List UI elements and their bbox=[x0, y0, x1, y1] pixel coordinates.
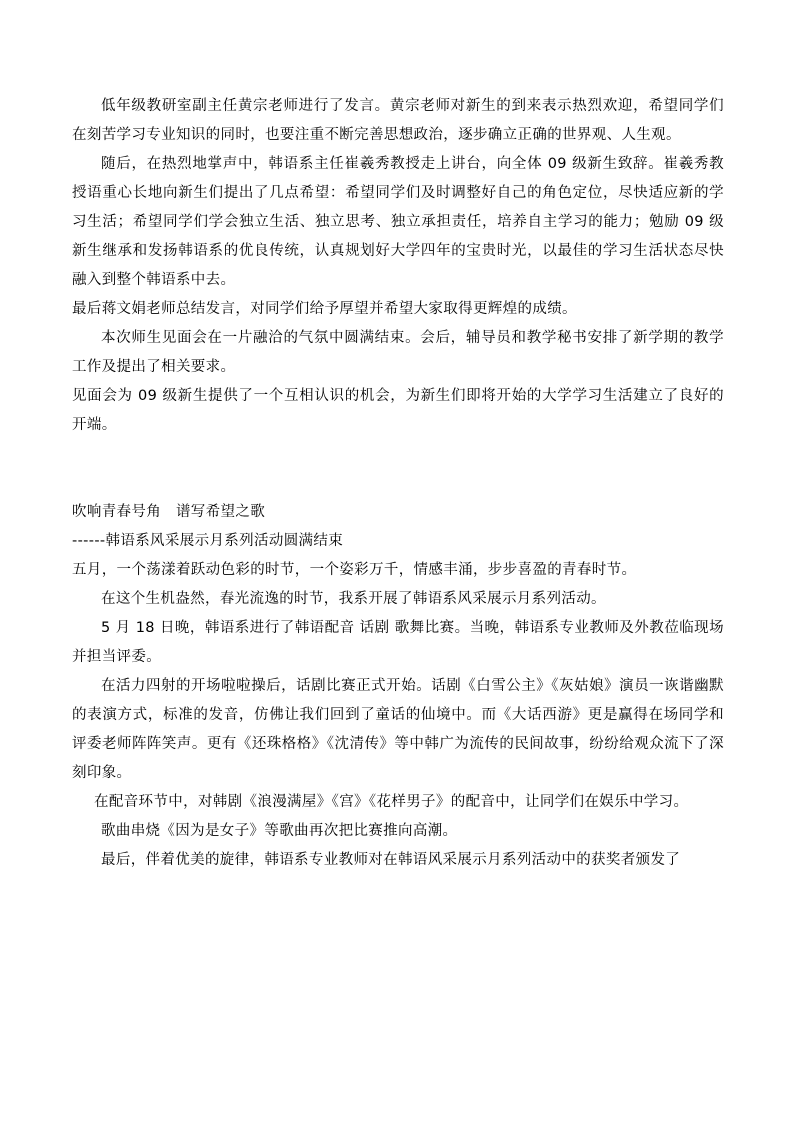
paragraph-drama-contest: 在活力四射的开场啦啦操后，话剧比赛正式开始。话剧《白雪公主》《灰姑娘》演员一诙谐幽默的表演方式，标准的发音，仿佛让我们回到了童话的仙境中。而《大话西游》更是赢得在场同学和评委老师阵阵笑声。更有《还珠格格》《沈清传》等中韩广为流传的民间故事，纷纷给观众流下了深刻印象。 bbox=[72, 678, 724, 781]
section-spacer bbox=[72, 440, 724, 498]
paragraph-activity-start: 在这个生机盎然，春光流逸的时节，我系开展了韩语系风采展示月系列活动。 bbox=[101, 591, 606, 607]
paragraph-song-medley: 歌曲串烧《因为是女子》等歌曲再次把比赛推向高潮。 bbox=[101, 823, 458, 839]
paragraph-closing-jiang: 最后蒋文娟老师总结发言，对同学们给予厚望并希望大家取得更辉煌的成绩。 bbox=[72, 301, 577, 317]
paragraph-dubbing: 在配音环节中，对韩剧《浪漫满屋》《宫》《花样男子》的配音中，让同学们在娱乐中学习。 bbox=[94, 794, 689, 810]
article-subtitle: ------韩语系风采展示月系列活动圆满结束 bbox=[72, 533, 344, 549]
document-body bbox=[72, 92, 724, 875]
paragraph-awards: 最后，伴着优美的旋律，韩语系专业教师对在韩语风采展示月系列活动中的获奖者颁发了 bbox=[101, 852, 681, 868]
paragraph-speech-huang: 低年级教研室副主任黄宗老师进行了发言。黄宗老师对新生的到来表示热烈欢迎，希望同学们在刻苦学习专业知识的同时，也要注重不断完善思想政治，逐步确立正确的世界观、人生观。 bbox=[72, 98, 724, 143]
paragraph-meeting-summary: 见面会为 09 级新生提供了一个互相认识的机会，为新生们即将开始的大学学习生活建立了良好的开端。 bbox=[72, 388, 724, 433]
article-title: 吹响青春号角 谱写希望之歌 bbox=[72, 504, 266, 520]
paragraph-may-intro: 五月，一个荡漾着跃动色彩的时节，一个姿彩万千，情感丰涌，步步喜盈的青春时节。 bbox=[72, 562, 637, 578]
paragraph-meeting-end: 本次师生见面会在一片融洽的气氛中圆满结束。会后，辅导员和教学秘书安排了新学期的教学工作及提出了相关要求。 bbox=[72, 330, 724, 375]
paragraph-speech-cui: 随后，在热烈地掌声中，韩语系主任崔羲秀教授走上讲台，向全体 09 级新生致辞。崔羲秀教授语重心长地向新生们提出了几点希望：希望同学们及时调整好自己的角色定位，尽快适应新的学习生活；希望同学们学会独立生活、独立思考、独立承担责任，培养自主学习的能力；勉励 09 级新生继承和发扬韩语系的优良传统，认真规划好大学四年的宝贵时光，以最佳的学习生活状态尽快融入到整个韩语系中去。 bbox=[72, 156, 724, 288]
paragraph-may18-event: 5 月 18 日晚，韩语系进行了韩语配音 话剧 歌舞比赛。当晚，韩语系专业教师及外教莅临现场并担当评委。 bbox=[72, 620, 724, 665]
